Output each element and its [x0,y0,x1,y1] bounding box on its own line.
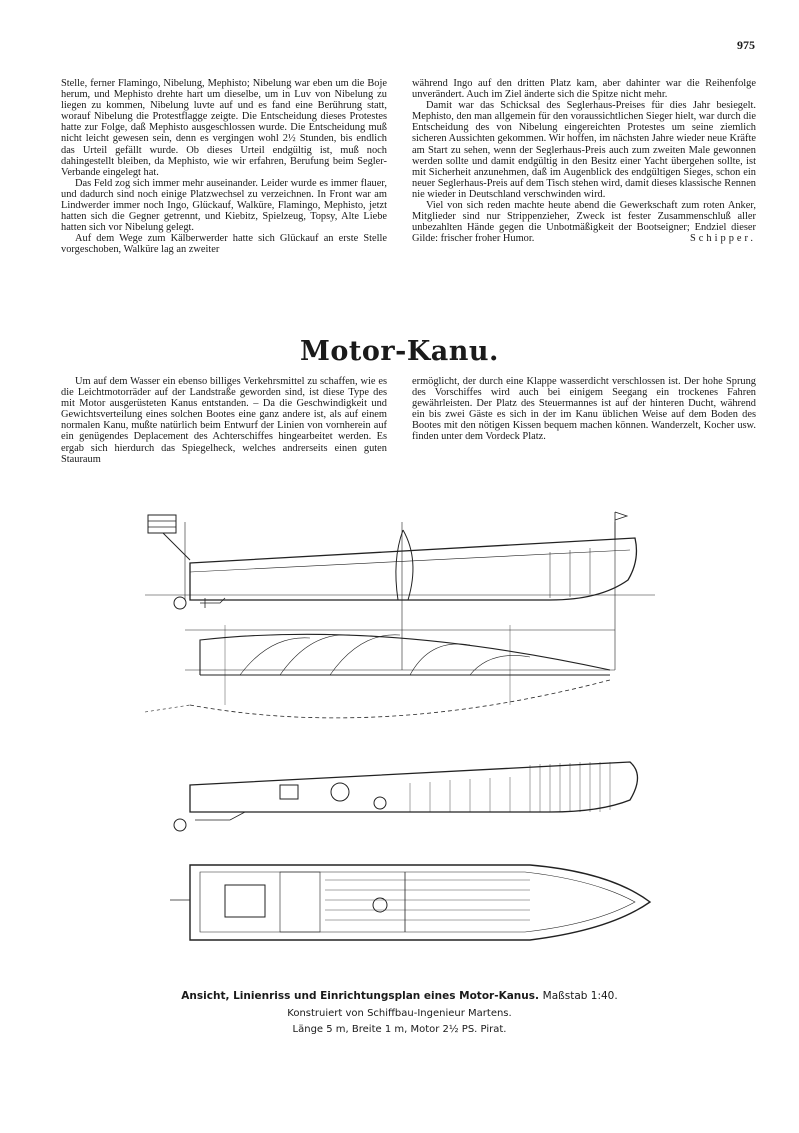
paragraph: ermöglicht, der durch eine Klappe wasserdicht verschlossen ist. Der hohe Sprung des Vorschiffes wird auch bei einigem Seegang ein trockenes Fahren gewährleisten. Der Platz des Steuermannes ist auf der hinteren Ducht, während ein bis zwei Gäste es sich in der im Kanu üblichen Weise auf dem Boden des Bootes mit den nötigen Kissen bequem machen können. Wanderzelt, Kocher usw. finden unter dem Vordeck Platz. [412,376,756,443]
lines-plan-drawing [145,625,615,718]
author-signature: Schipper. [690,233,756,245]
figure-caption-specs: Länge 5 m, Breite 1 m, Motor 2½ PS. Pirat. [292,1024,507,1035]
paragraph: während Ingo auf den dritten Platz kam, aber dahinter war die Reihenfolge unverändert. Auch im Ziel änderte sich die Spitze nicht mehr. [412,78,756,101]
figure-caption-designer: Konstruiert von Schiffbau-Ingenieur Martens. [287,1008,512,1019]
figure-caption-title [0,990,799,1003]
boat-drawing-figure [130,500,670,960]
article-title: Motor-Kanu. [300,336,499,367]
paragraph-text: Viel von sich reden machte heute abend die Gewerkschaft zum roten Anker, Mitglieder sind nur Strippenzieher, Zweck ist fester Zusammenschluß aller unbezahlten Hände gegen die Unbotmäßigkeit der Bootseigner; Endziel dieser Gilde: frischer froher Humor. [412,200,756,245]
article-right-column [412,376,756,443]
paragraph: Damit war das Schicksal des Seglerhaus-Preises für dies Jahr besiegelt. Mephisto, den man allgemein für den voraussichtlichen Sieger hielt, war durch die Entscheidung des von Nibelung eingereichten Protestes um seine ziemlich sicheren Aussichten gekommen. Wir hoffen, im nächsten Jahre wieder neue Kräfte am Start zu sehen, wenn der Seglerhaus-Preis auch zum zweiten Male gewonnen werden sollte und damit endgültig in den Besitz einer Yacht übergehen sollte, ist mit Sicherheit anzunehmen, daß im Augenblick des endgültigen Sieges, schon ein neuer Seglerhaus-Preis auf dem Tisch stehen wird, damit dieses klassische Rennen nie wieder in Deutschland verschwinden wird. [412,100,756,200]
article-left-column [61,376,387,465]
paragraph [412,200,756,244]
plan-view-drawing [170,865,650,940]
regatta-report-right-column [412,78,756,244]
elevation-drawing [174,762,638,831]
caption-scale: Maßstab 1:40. [542,990,618,1002]
page-number: 975 [737,38,755,52]
caption-title: Ansicht, Linienriss und Einrichtungsplan eines Motor-Kanus. [181,990,539,1002]
paragraph: Stelle, ferner Flamingo, Nibelung, Mephisto; Nibelung war eben um die Boje herum, und Mephisto drehte hart um dieselbe, um in Luv von Nibelung zu liegen zu kommen, Nibelung luvte auf und es fand eine Berührung statt, worauf Nibelung die Protestflagge zeigte. Die Entscheidung dieses Protestes hatte zur Folge, daß Mephisto ausgeschlossen wurde. Die Entscheidung muß nicht leicht gewesen sein, denn es vergingen wohl 2½ Stunden, bis endlich das Urteil gefällt wurde. Ob dieses Urteil endgültig ist, muß noch dahingestellt bleiben, da Mephisto, wie wir erfahren, Berufung beim Segler-Verbande eingelegt hat. [61,78,387,178]
side-view-drawing [145,512,655,670]
paragraph: Auf dem Wege zum Kälberwerder hatte sich Glückauf an erste Stelle vorgeschoben, Walküre lag an zweiter [61,233,387,256]
regatta-report-left-column [61,78,387,256]
paragraph: Um auf dem Wasser ein ebenso billiges Verkehrsmittel zu schaffen, wie es die Leichtmotorräder auf der Landstraße geworden sind, ist diese Type des mit Motor ausgerüsteten Kanus entstanden. – Da die Geschwindigkeit und Gewichtsverteilung eines solchen Bootes eine ganz andere ist, als auf einem normalen Kanu, mußte natürlich beim Entwurf der Linien von vornherein auf ein genügendes Deplacement des Achterschiffes hingearbeitet werden. Es ergab sich hierdurch das Spiegelheck, welches andrerseits einen guten Stauraum [61,376,387,465]
paragraph: Das Feld zog sich immer mehr auseinander. Leider wurde es immer flauer, und dadurch sind noch einige Platzwechsel zu verzeichnen. In Front war am Lindwerder immer noch Ingo, Glückauf, Walküre, Flamingo, Mephisto, jetzt hatten sich die Gegner getrennt, und Kiebitz, Spielzeug, Topsy, Alte Liebe hatten sich vor Nibelung gelegt. [61,177,387,234]
